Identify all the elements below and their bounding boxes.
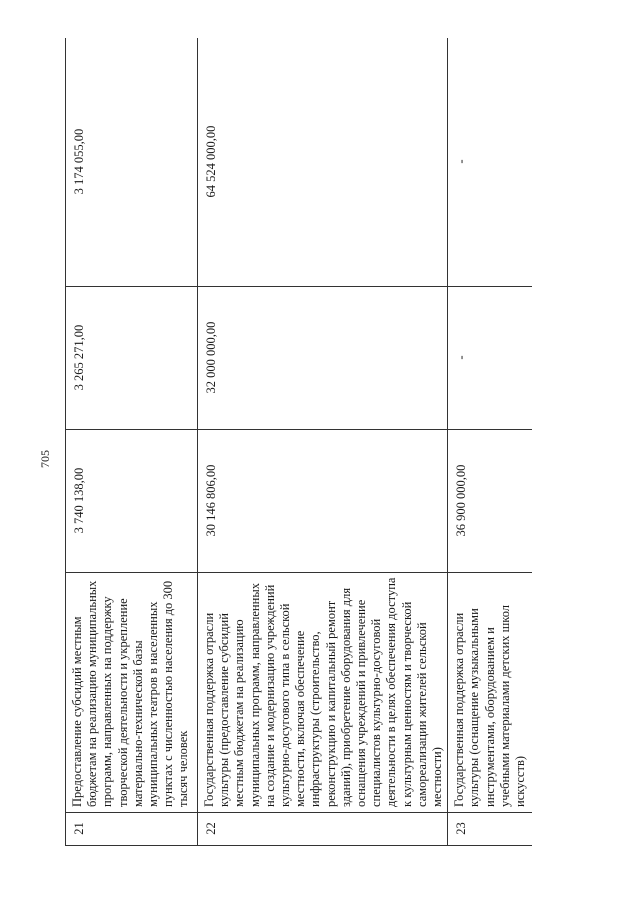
table-row — [198, 38, 448, 846]
value-year-1: 3 740 138,00 — [66, 430, 198, 573]
table-row — [448, 38, 532, 846]
value-year-1: 36 900 000,00 — [448, 430, 532, 573]
row-number: 23 — [448, 813, 532, 846]
budget-table-container — [65, 38, 532, 846]
budget-table — [65, 38, 532, 846]
row-number: 22 — [198, 813, 448, 846]
value-year-2: 32 000 000,00 — [198, 287, 448, 430]
value-year-3: 3 174 055,00 — [66, 38, 198, 287]
value-year-2: 3 265 271,00 — [66, 287, 198, 430]
row-description: Государственная поддержка отрасли культуры (предоставление субсидий местным бюджетам на реализацию муниципальных программ, направленных на создание и модернизацию учреждений культурно-досугового типа в сельской местности, включая обеспечение инфраструктуры (строительство, реконструкцию и капитальный ремонт зданий), приобретение оборудования для оснащения учреждений и привлечение специалистов культурно-досуговой деятельности в целях обеспечения доступа к культурным ценностям и творческой самореализации жителей сельской местности) — [198, 573, 448, 813]
row-description: Предоставление субсидий местным бюджетам на реализацию муниципальных программ, направленных на поддержку творческой деятельности и укрепление материально-технической базы муниципальных театров в населенных пунктах с численностью населения до 300 тысяч человек — [66, 573, 198, 813]
value-year-1: 30 146 806,00 — [198, 430, 448, 573]
value-year-3: 64 524 000,00 — [198, 38, 448, 287]
table-row — [66, 38, 198, 846]
row-number: 21 — [66, 813, 198, 846]
value-year-2: - — [448, 287, 532, 430]
row-description: Государственная поддержка отрасли культуры (оснащение музыкальными инструментами, оборудованием и учебными материалами детских школ искусств) — [448, 573, 532, 813]
value-year-3: - — [448, 38, 532, 287]
page-number: 705 — [38, 450, 52, 468]
